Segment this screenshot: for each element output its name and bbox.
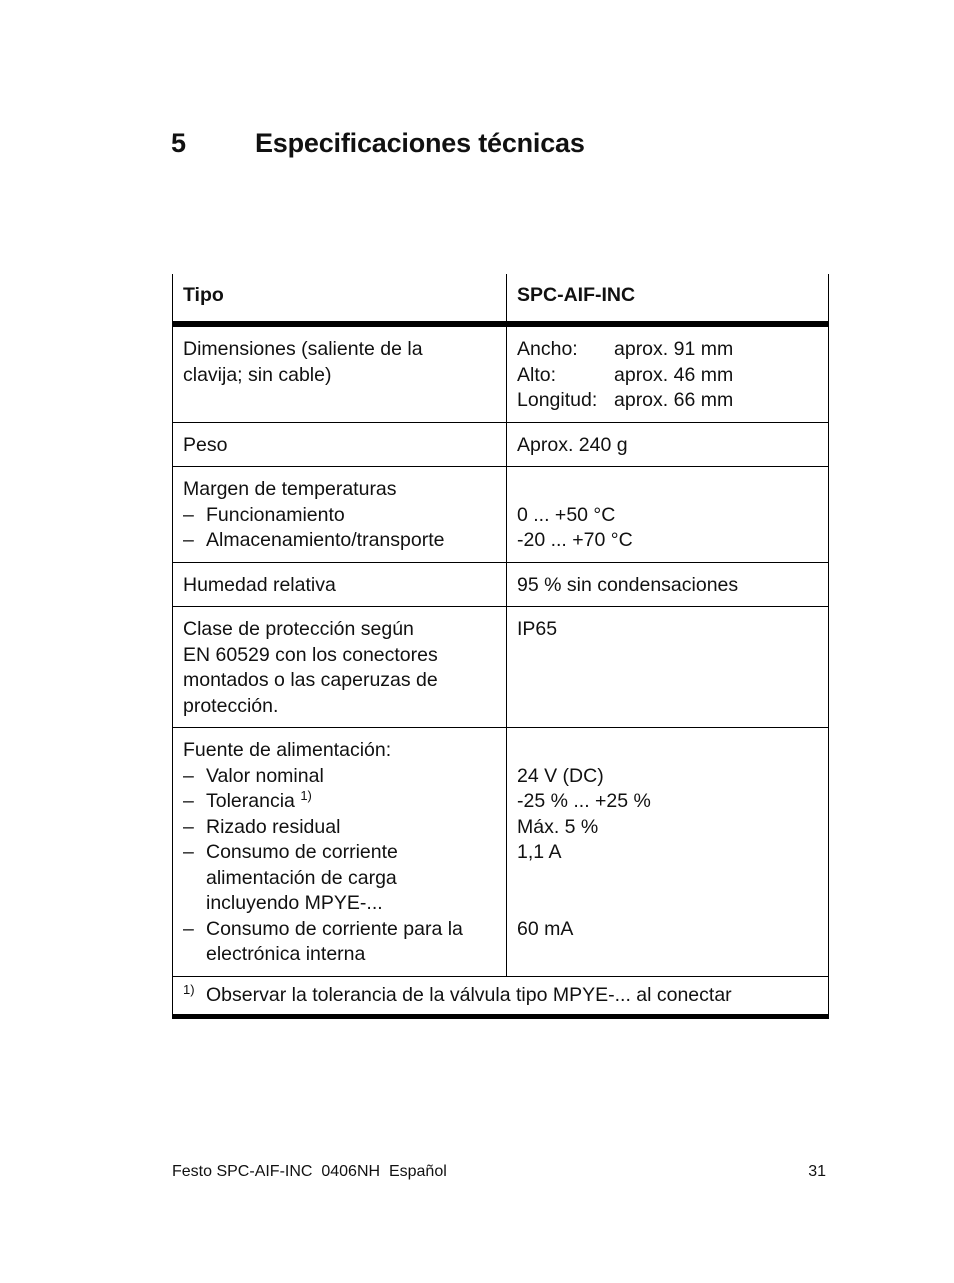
table-header-row (173, 274, 829, 324)
section-heading (171, 128, 585, 159)
page-number: 31 (808, 1163, 826, 1180)
power-label: Fuente de alimentación: – Valor nominal – Tolerancia $^{1)}$ – Rizado residual – Consumo de corriente alimentación de carga incluyendo MPYE-... – Consumo de corriente para la electrónica interna (173, 728, 507, 977)
section-number: 5 (171, 128, 186, 158)
page-footer (172, 1163, 826, 1181)
humidity-label: Humedad relativa (173, 562, 507, 607)
protection-label: Clase de protección según EN 60529 con los conectores montados o las caperuzas de protección. (173, 607, 507, 728)
section-title: Especificaciones técnicas (255, 128, 585, 158)
header-type: Tipo (173, 274, 507, 324)
table-row (173, 562, 829, 607)
temperature-values: 0 ... +50 °C -20 ... +70 °C (507, 467, 829, 563)
protection-value: IP65 (507, 607, 829, 728)
footnote-row (173, 976, 829, 1017)
footnote: $^{1)}$ Observar la tolerancia de la válvula tipo MPYE-... al conectar (173, 976, 829, 1017)
table-row (173, 324, 829, 422)
weight-label: Peso (173, 422, 507, 467)
footer-text: Festo SPC-AIF-INC 0406NH Español (172, 1163, 447, 1180)
power-values: 24 V (DC) -25 % ... +25 % Máx. 5 % 1,1 A 60 mA (507, 728, 829, 977)
table-row (173, 728, 829, 977)
spec-table (172, 274, 829, 1019)
dimensions-values: Ancho: aprox. 91 mm Alto: aprox. 46 mm Longitud: aprox. 66 mm (507, 324, 829, 422)
table-row (173, 607, 829, 728)
weight-value: Aprox. 240 g (507, 422, 829, 467)
temperature-label: Margen de temperaturas – Funcionamiento – Almacenamiento/transporte (173, 467, 507, 563)
footnote-ref: 1) (300, 788, 312, 803)
table-row (173, 467, 829, 563)
header-model: SPC-AIF-INC (507, 274, 829, 324)
dimensions-label: Dimensiones (saliente de la clavija; sin cable) (173, 324, 507, 422)
humidity-value: 95 % sin condensaciones (507, 562, 829, 607)
table-row (173, 422, 829, 467)
